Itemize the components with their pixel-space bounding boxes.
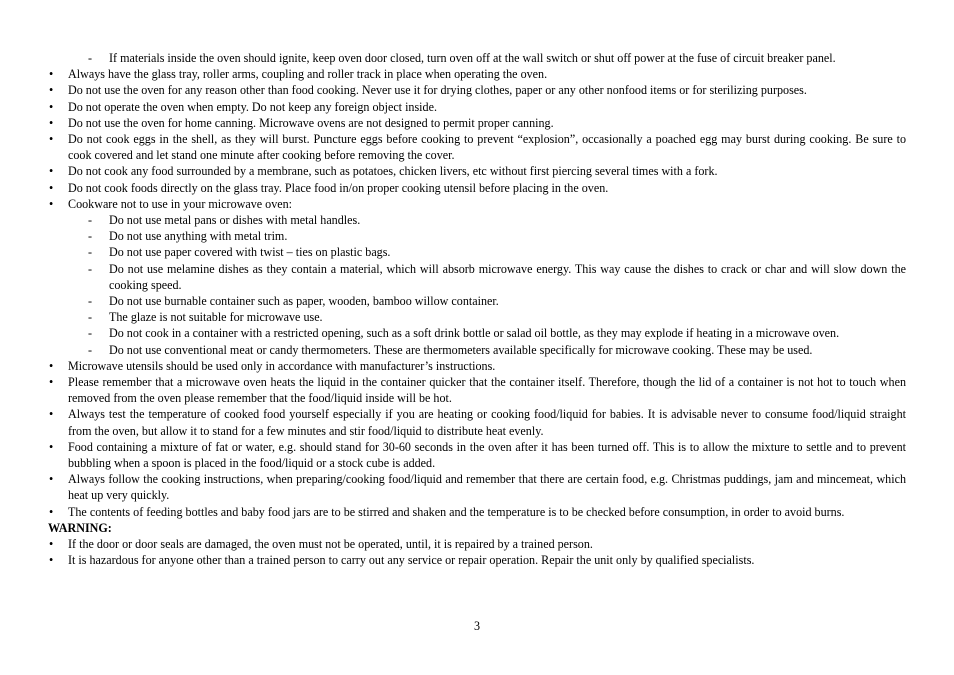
- bullet-item: • Do not cook any food surrounded by a membrane, such as potatoes, chicken livers, etc without first piercing several times with a fork.: [48, 163, 906, 179]
- bullet-item: • Do not cook foods directly on the glass tray. Place food in/on proper cooking utensil before placing in the oven.: [48, 180, 906, 196]
- bullet-item: • Do not use the oven for home canning. Microwave ovens are not designed to permit proper canning.: [48, 115, 906, 131]
- cookware-subitem: - Do not use melamine dishes as they contain a material, which will absorb microwave energy. This way cause the dishes to crack or char and will slow down the cooking speed.: [48, 261, 906, 293]
- bullet-item: • Always test the temperature of cooked food yourself especially if you are heating or cooking food/liquid for babies. It is advisable never to consume food/liquid straight from the oven, but allow it to stand for a few minutes and stir food/liquid to distribute heat evenly.: [48, 406, 906, 438]
- manual-page: [48, 50, 906, 569]
- safety-bullets-b: [48, 358, 906, 520]
- bullet-item: • Microwave utensils should be used only in accordance with manufacturer’s instructions.: [48, 358, 906, 374]
- bullet-item-cookware: • Cookware not to use in your microwave oven:: [48, 196, 906, 212]
- bullet-item: • The contents of feeding bottles and baby food jars are to be stirred and shaken and the temperature is to be checked before consumption, in order to avoid burns.: [48, 504, 906, 520]
- cookware-subitem: - Do not use paper covered with twist – ties on plastic bags.: [48, 244, 906, 260]
- cookware-sublist: [48, 212, 906, 358]
- cookware-subitem: - Do not use burnable container such as paper, wooden, bamboo willow container.: [48, 293, 906, 309]
- warning-item: • It is hazardous for anyone other than a trained person to carry out any service or repair operation. Repair the unit only by qualified specialists.: [48, 552, 906, 568]
- intro-subitem: - If materials inside the oven should ignite, keep oven door closed, turn oven off at the wall switch or shut off power at the fuse of circuit breaker panel.: [48, 50, 906, 66]
- warning-heading: WARNING:: [48, 520, 112, 535]
- bullet-item: • Do not use the oven for any reason other than food cooking. Never use it for drying clothes, paper or any other nonfood items or for sterilizing purposes.: [48, 82, 906, 98]
- bullet-item: • Always follow the cooking instructions, when preparing/cooking food/liquid and remember that there are certain food, e.g. Christmas puddings, jam and mincemeat, which heat up very quickly.: [48, 471, 906, 503]
- warning-bullets: [48, 536, 906, 568]
- cookware-subitem: - Do not use conventional meat or candy thermometers. These are thermometers available specifically for microwave cooking. These may be used.: [48, 342, 906, 358]
- bullet-item: • Do not operate the oven when empty. Do not keep any foreign object inside.: [48, 99, 906, 115]
- bullet-item: • Food containing a mixture of fat or water, e.g. should stand for 30-60 seconds in the oven after it has been turned off. This is to allow the mixture to settle and to prevent bubbling when a spoon is placed in the food/liquid or a stock cube is added.: [48, 439, 906, 471]
- cookware-subitem: - Do not cook in a container with a restricted opening, such as a soft drink bottle or salad oil bottle, as they may explode if heating in a microwave oven.: [48, 325, 906, 341]
- cookware-subitem: - Do not use anything with metal trim.: [48, 228, 906, 244]
- bullet-item: • Always have the glass tray, roller arms, coupling and roller track in place when operating the oven.: [48, 66, 906, 82]
- warning-item: • If the door or door seals are damaged, the oven must not be operated, until, it is repaired by a trained person.: [48, 536, 906, 552]
- bullet-item: • Do not cook eggs in the shell, as they will burst. Puncture eggs before cooking to prevent “explosion”, occasionally a poached egg may burst during cooking. Be sure to cook covered and let stand one minute after cooking before removing the cover.: [48, 131, 906, 163]
- page-number: 3: [473, 619, 481, 633]
- bullet-item: • Please remember that a microwave oven heats the liquid in the container quicker that the container itself. Therefore, though the lid of a container is not hot to touch when removed from the oven please remember that the food/liquid inside will be hot.: [48, 374, 906, 406]
- cookware-subitem: - Do not use metal pans or dishes with metal handles.: [48, 212, 906, 228]
- safety-bullets-a: [48, 66, 906, 212]
- cookware-subitem: - The glaze is not suitable for microwave use.: [48, 309, 906, 325]
